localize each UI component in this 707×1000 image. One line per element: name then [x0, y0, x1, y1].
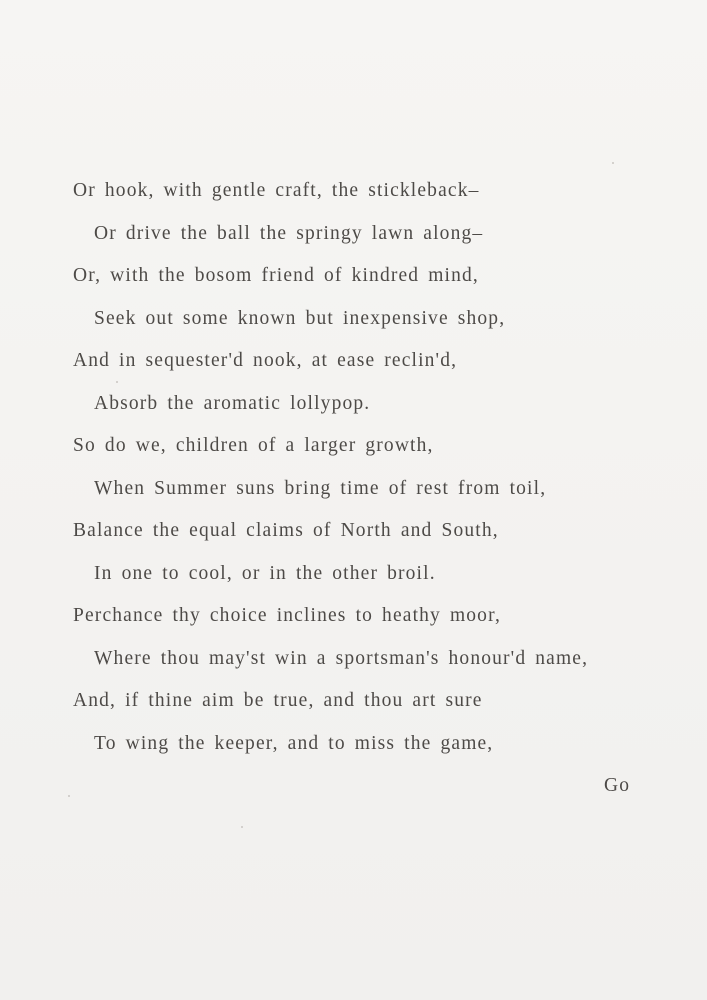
poem-line-8: When Summer suns bring time of rest from toil,: [94, 478, 547, 499]
catchword: Go: [604, 775, 631, 796]
poem-line-11: Perchance thy choice inclines to heathy moor,: [73, 605, 501, 626]
poem-line-1: Or hook, with gentle craft, the stickleback–: [73, 180, 480, 201]
poem-line-3: Or, with the bosom friend of kindred mind,: [73, 265, 479, 286]
poem-line-9: Balance the equal claims of North and South,: [73, 520, 499, 541]
paper-speck: [241, 826, 243, 828]
paper-speck: [116, 381, 118, 383]
poem-line-5: And in sequester'd nook, at ease reclin'd,: [73, 350, 458, 371]
poem-line-13: And, if thine aim be true, and thou art sure: [73, 690, 483, 711]
paper-speck: [612, 162, 614, 164]
poem-line-12: Where thou may'st win a sportsman's honour'd name,: [94, 648, 589, 669]
poem-line-2: Or drive the ball the springy lawn along–: [94, 223, 484, 244]
poem-line-10: In one to cool, or in the other broil.: [94, 563, 436, 584]
poem-line-14: To wing the keeper, and to miss the game,: [94, 733, 494, 754]
poem-line-6: Absorb the aromatic lollypop.: [94, 393, 371, 414]
paper-speck: [68, 795, 70, 797]
poem-line-7: So do we, children of a larger growth,: [73, 435, 434, 456]
poem-line-4: Seek out some known but inexpensive shop,: [94, 308, 506, 329]
